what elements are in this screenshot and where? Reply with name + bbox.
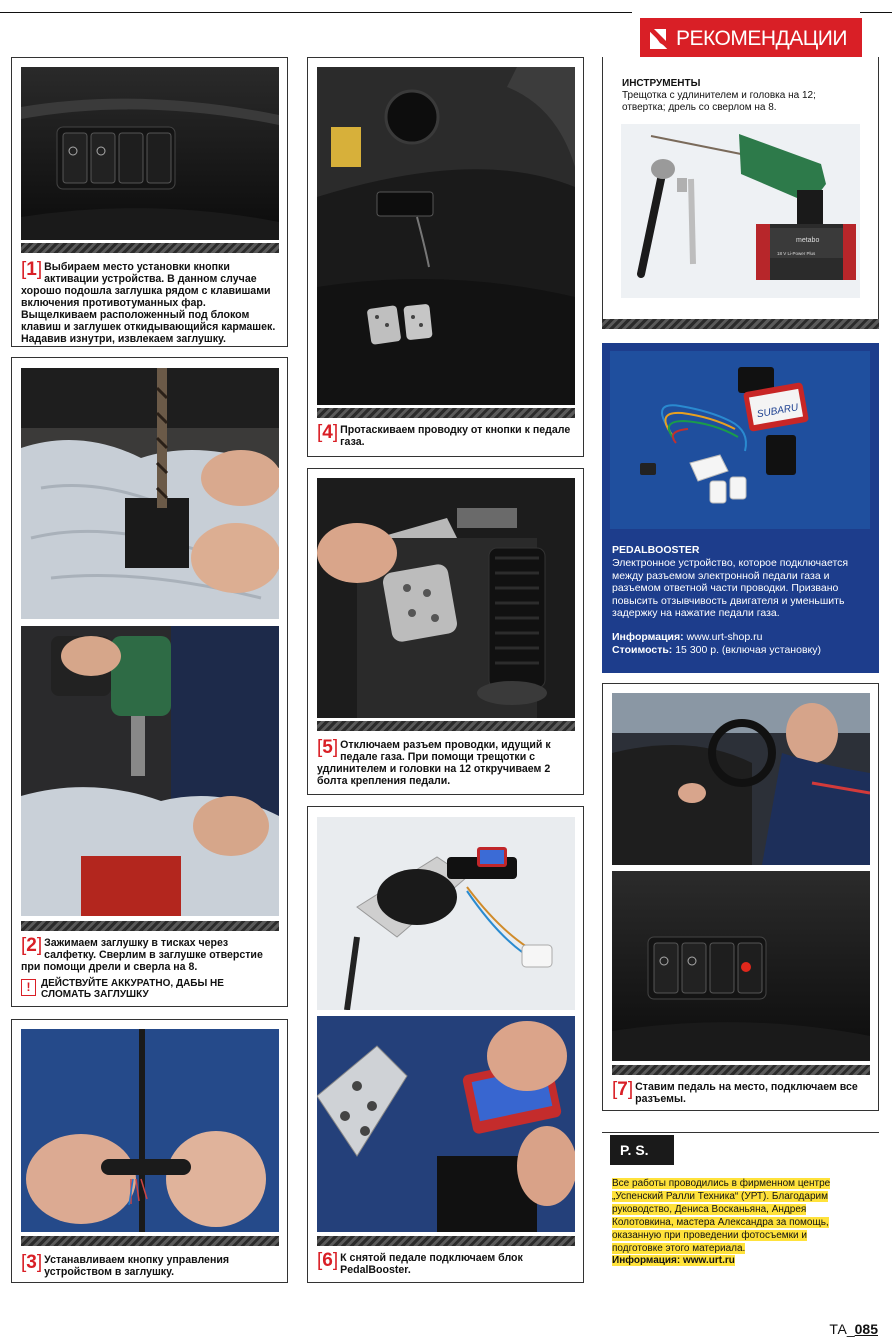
step-2-text: Зажимаем заглушку в тисках через салфетку. Сверлим в заглушке отверстие при помощи дрели и сверла на 8. (21, 937, 263, 973)
product-price-value: 15 300 р. (включая установку) (675, 644, 821, 656)
product-price-label: Стоимость: (612, 644, 673, 656)
step-6-text: К снятой педале подключаем блок PedalBooster. (340, 1252, 523, 1276)
tools-title: ИНСТРУМЕНТЫ (622, 78, 701, 89)
step-2-number: [2] (21, 935, 43, 956)
ps-info-link[interactable]: www.urt.ru (683, 1255, 735, 1267)
step-1-number: [1] (21, 259, 43, 280)
step-4-text: Протаскиваем проводку от кнопки к педале газа. (340, 424, 571, 448)
drill-battery-label: 18 V Li-Power Plus (777, 251, 816, 256)
step-1-text: Выбираем место установки кнопки активации устройства. В данном случае хорошо подошла заглушка рядом с клавишами включения противотуманных фар. Выщелкиваем расположенный под блоком клавиш и заглушек откидывающийся кармашек. Надавив изнутри, извлекаем заглушку. (21, 261, 276, 345)
ps-body (612, 1178, 844, 1268)
step-7-number: [7] (612, 1079, 634, 1100)
product-description: Электронное устройство, которое подключается между разъемом электронной педали газа и разъемом ответной части проводки. Призвано повысить отзывчивость двигателя и уменьшить задержку на нажатие педали газа. (612, 557, 849, 620)
photo-ratchet-pedal (317, 478, 575, 718)
photo-booster-connector (317, 1016, 575, 1232)
divider-stripe (612, 1065, 870, 1075)
step-2-caption (21, 937, 283, 973)
step-2-warning (21, 978, 241, 1000)
ps-title: P. S. (610, 1135, 674, 1165)
step-3-number: [3] (21, 1252, 43, 1273)
ps-info-label: Информация: (612, 1255, 681, 1267)
step-5-text: Отключаем разъем проводки, идущий к педале газа. При помощи трещотки с удлинителем и головки на 12 откручиваем 2 болта крепления педали. (317, 739, 551, 787)
photo-button-installed (612, 871, 870, 1061)
divider-stripe (317, 1236, 575, 1246)
photo-mechanic-in-car (612, 693, 870, 865)
step-card-4 (307, 57, 584, 457)
photo-dashboard-pedals (317, 67, 575, 405)
photo-tools (621, 124, 860, 298)
step-6-caption (317, 1252, 579, 1276)
step-card-3 (11, 1019, 288, 1283)
ps-text: Все работы проводились в фирменном центре „Успенский Ралли Техника“ (УРТ). Благодарим руководство, Дениса Восканьяна, Андрея Колотовкина, мастера Александра за помощь, оказанную при проведении фотосъемки и подготовке этого материала. (612, 1178, 831, 1254)
step-4-number: [4] (317, 422, 339, 443)
page-folio (829, 1321, 878, 1337)
product-info-link[interactable]: www.urt-shop.ru (686, 631, 763, 643)
tools-text: Трещотка с удлинителем и головка на 12; отвертка; дрель со сверлом на 8. (622, 90, 816, 113)
divider-stripe (317, 721, 575, 731)
step-3-caption (21, 1254, 283, 1278)
section-title: РЕКОМЕНДАЦИИ (676, 27, 847, 50)
photo-drilling-plug (21, 626, 279, 916)
step-card-6 (307, 806, 584, 1283)
step-5-number: [5] (317, 737, 339, 758)
step-7-text: Ставим педаль на место, подключаем все разъемы. (635, 1081, 858, 1105)
top-rule-right (860, 12, 892, 13)
product-card (602, 343, 879, 673)
photo-button-in-plug (21, 1029, 279, 1232)
product-title: PEDALBOOSTER (612, 544, 700, 556)
divider-stripe (602, 319, 879, 329)
section-banner (640, 18, 862, 60)
step-5-caption (317, 739, 579, 787)
product-info-label: Информация: (612, 631, 684, 643)
top-rule (0, 12, 632, 13)
ps-card (602, 1132, 879, 1280)
folio-prefix: ТА_ (829, 1321, 855, 1337)
kit-box-label: SUBARU (756, 402, 800, 421)
step-6-number: [6] (317, 1250, 339, 1271)
photo-dashboard-switches (21, 67, 279, 240)
drill-brand: metabo (796, 237, 820, 244)
divider-stripe (317, 408, 575, 418)
step-1-caption (21, 261, 283, 345)
step-4-caption (317, 424, 579, 448)
warning-text: ДЕЙСТВУЙТЕ АККУРАТНО, ДАБЫ НЕ СЛОМАТЬ ЗАГЛУШКУ (41, 978, 224, 1000)
page-number: 085 (854, 1321, 878, 1337)
step-card-7 (602, 683, 879, 1111)
divider-stripe (21, 1236, 279, 1246)
step-card-5 (307, 468, 584, 795)
divider-stripe (21, 243, 279, 253)
step-7-caption (612, 1081, 874, 1105)
step-card-2 (11, 357, 288, 1007)
photo-pedalbooster-kit (610, 351, 870, 529)
product-info-block (612, 631, 821, 657)
step-3-text: Устанавливаем кнопку управления устройством в заглушку. (44, 1254, 230, 1278)
step-card-1 (11, 57, 288, 347)
warning-icon: ! (21, 979, 36, 996)
photo-pedal-with-booster (317, 817, 575, 1010)
photo-drill-in-vise (21, 368, 279, 619)
divider-stripe (21, 921, 279, 931)
chevron-arrow-icon (640, 18, 676, 60)
